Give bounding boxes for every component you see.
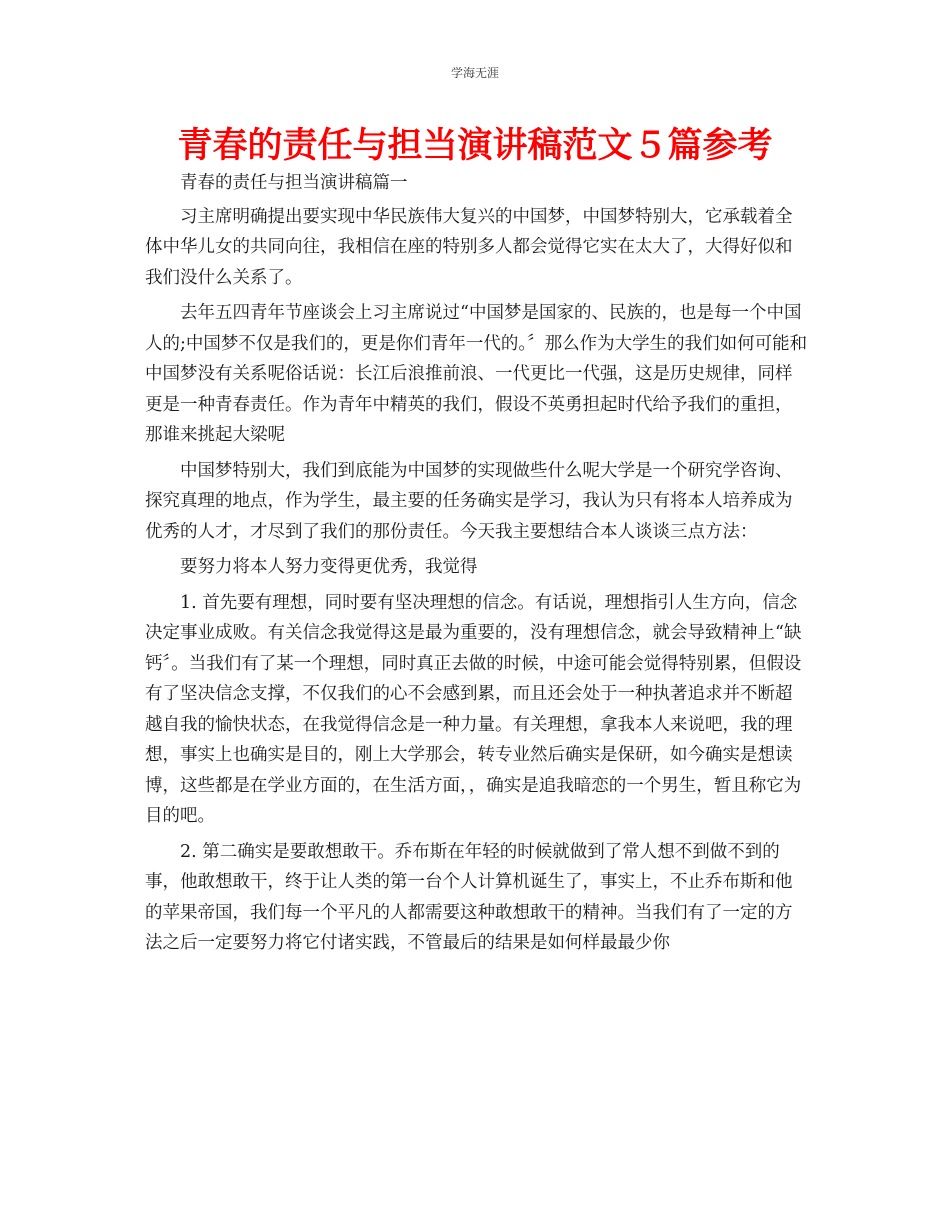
document-body [145,168,809,959]
numbered-paragraph: 2. 第二确实是要敢想敢干。乔布斯在年轻的时候就做到了常人想不到做不到的事，他敢想敢干，终于让人类的第一台个人计算机诞生了，事实上，不止乔布斯和他的苹果帝国，我们每一个平凡的人都需要这种敢想敢干的精神。当我们有了一定的方法之后一定要努力将它付诸实践，不管最后的结果是如何样最最少你 [145,841,793,953]
document-title: 青春的责任与担当演讲稿范文５篇参考 [177,126,773,166]
body-paragraph: 要努力将本人努力变得更优秀，我觉得 [180,557,478,577]
body-paragraph: 中国梦特别大，我们到底能为中国梦的实现做些什么呢大学是一个研究学咨询、探究真理的地点，作为学生，最主要的任务确实是学习，我认为只有将本人培养成为优秀的人才，才尽到了我们的那份责任。今天我主要想结合本人谈谈三点方法： [145,460,793,542]
numbered-paragraph: 1. 首先要有理想，同时要有坚决理想的信念。有话说，理想指引人生方向，信念决定事业成败。有关信念我觉得这是最为重要的，没有理想信念，就会导致精神上“缺钙〞。当我们有了某一个理想，同时真正去做的时候，中途可能会觉得特别累，但假设有了坚决信念支撑，不仅我们的心不会感到累，而且还会处于一种执著追求并不断超越自我的愉快状态，在我觉得信念是一种力量。有关理想，拿我本人来说吧，我的理想，事实上也确实是目的，刚上大学那会，转专业然后确实是保研，如今确实是想读博，这些都是在学业方面的，在生活方面，，确实是追我暗恋的一个男生，暂且称它为目的吧。 [145,592,802,826]
section-heading: 青春的责任与担当演讲稿篇一 [180,173,408,193]
page-header: 学海无涯 [450,66,499,80]
body-paragraph: 习主席明确提出要实现中华民族伟大复兴的中国梦，中国梦特别大，它承载着全体中华儿女的共同向往，我相信在座的特别多人都会觉得它实在太大了，大得好似和我们没什么关系了。 [145,206,793,288]
body-paragraph: 去年五四青年节座谈会上习主席说过“中国梦是国家的、民族的，也是每一个中国人的;中国梦不仅是我们的，更是你们青年一代的。〞那么作为大学生的我们如何可能和中国梦没有关系呢俗话说：长江后浪推前浪、一代更比一代强，这是历史规律，同样更是一种青春责任。作为青年中精英的我们，假设不英勇担起时代给予我们的重担，那谁来挑起大梁呢 [145,303,808,445]
